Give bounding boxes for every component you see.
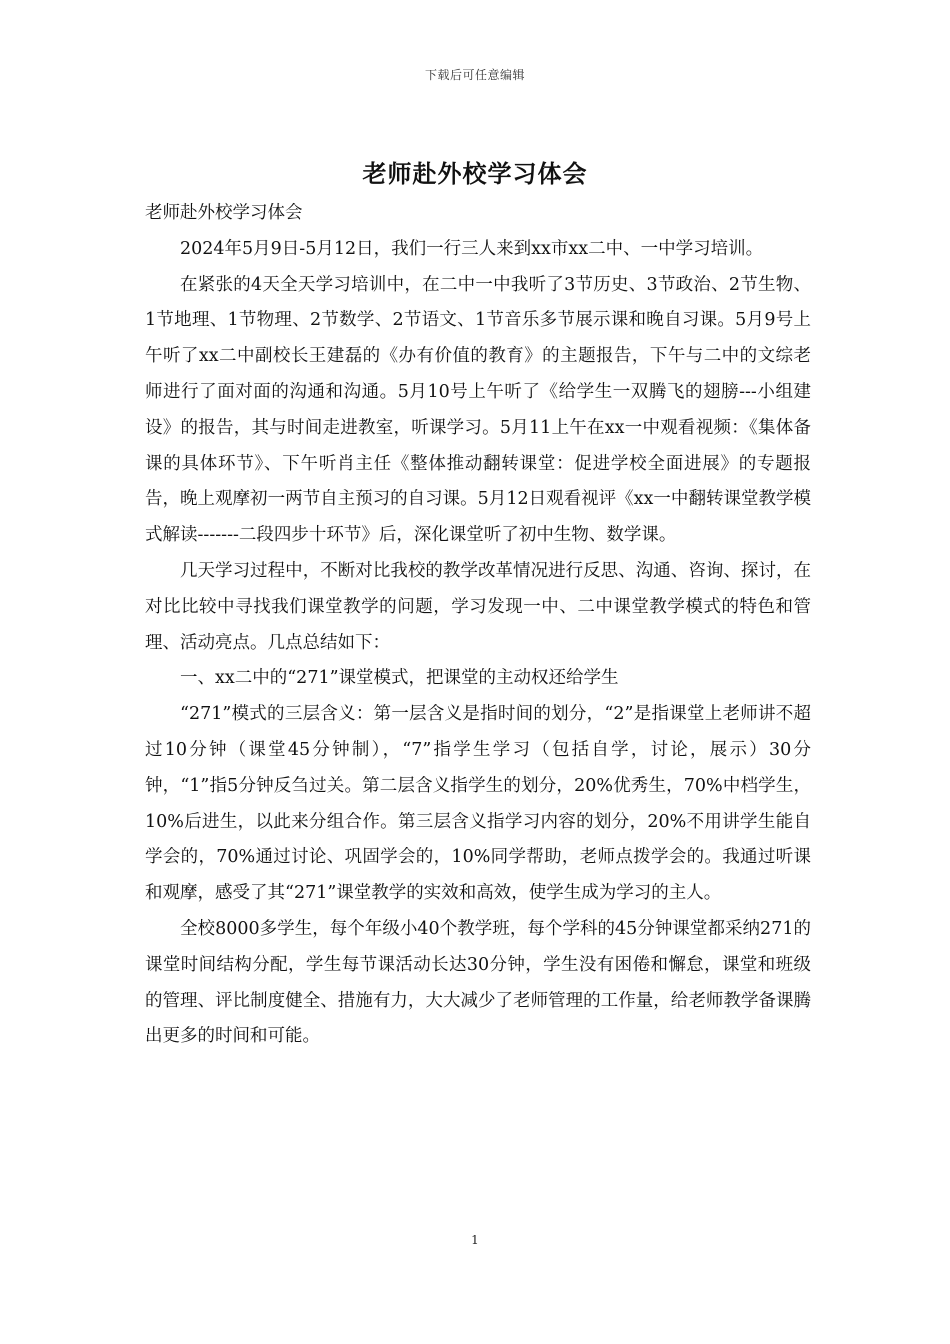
body-paragraph: 2024年5月9日-5月12日，我们一行三人来到xx市xx二中、一中学习培训。 bbox=[180, 238, 764, 259]
body-paragraph: 全校8000多学生，每个年级小40个教学班，每个学科的45分钟课堂都采纳271的课堂时间结构分配，学生每节课活动长达30分钟，学生没有困倦和懈怠，课堂和班级的管理、评比制度健全、措施有力，大大减少了老师管理的工作量，给老师教学备课腾出更多的时间和可能。 bbox=[145, 918, 811, 1047]
subtitle-paragraph: 老师赴外校学习体会 bbox=[145, 203, 303, 223]
document-title: 老师赴外校学习体会 bbox=[362, 159, 588, 188]
page-number: 1 bbox=[471, 1233, 479, 1247]
section-heading: 一、xx二中的“271”课堂模式，把课堂的主动权还给学生 bbox=[180, 668, 619, 689]
document-body bbox=[145, 196, 811, 1055]
header-note: 下载后可任意编辑 bbox=[424, 68, 525, 82]
body-paragraph: 在紧张的4天全天学习培训中，在二中一中我听了3节历史、3节政治、2节生物、1节地理、1节物理、2节数学、2节语文、1节音乐多节展示课和晚自习课。5月9号上午听了xx二中副校长王建磊的《办有价值的教育》的主题报告，下午与二中的文综老师进行了面对面的沟通和沟通。5月10号上午听了《给学生一双腾飞的翅膀---小组建设》的报告，其与时间走进教室，听课学习。5月11上午在xx一中观看视频：《集体备课的具体环节》、下午听肖主任《整体推动翻转课堂：促进学校全面进展》的专题报告，晚上观摩初一两节自主预习的自习课。5月12日观看视评《xx一中翻转课堂教学模式解读-------二段四步十环节》后，深化课堂听了初中生物、数学课。 bbox=[145, 274, 811, 546]
body-paragraph: 几天学习过程中，不断对比我校的教学改革情况进行反思、沟通、咨询、探讨，在对比比较中寻找我们课堂教学的问题，学习发现一中、二中课堂教学模式的特色和管理、活动亮点。几点总结如下： bbox=[145, 560, 811, 653]
body-paragraph: “271”模式的三层含义：第一层含义是指时间的划分，“2”是指课堂上老师讲不超过10分钟（课堂45分钟制），“7”指学生学习（包括自学，讨论，展示）30分钟，“1”指5分钟反刍过关。第二层含义指学生的划分，20%优秀生，70%中档学生，10%后进生，以此来分组合作。第三层含义指学习内容的划分，20%不用讲学生能自学会的，70%通过讨论、巩固学会的，10%同学帮助，老师点拨学会的。我通过听课和观摩，感受了其“271”课堂教学的实效和高效，使学生成为学习的主人。 bbox=[145, 704, 811, 904]
